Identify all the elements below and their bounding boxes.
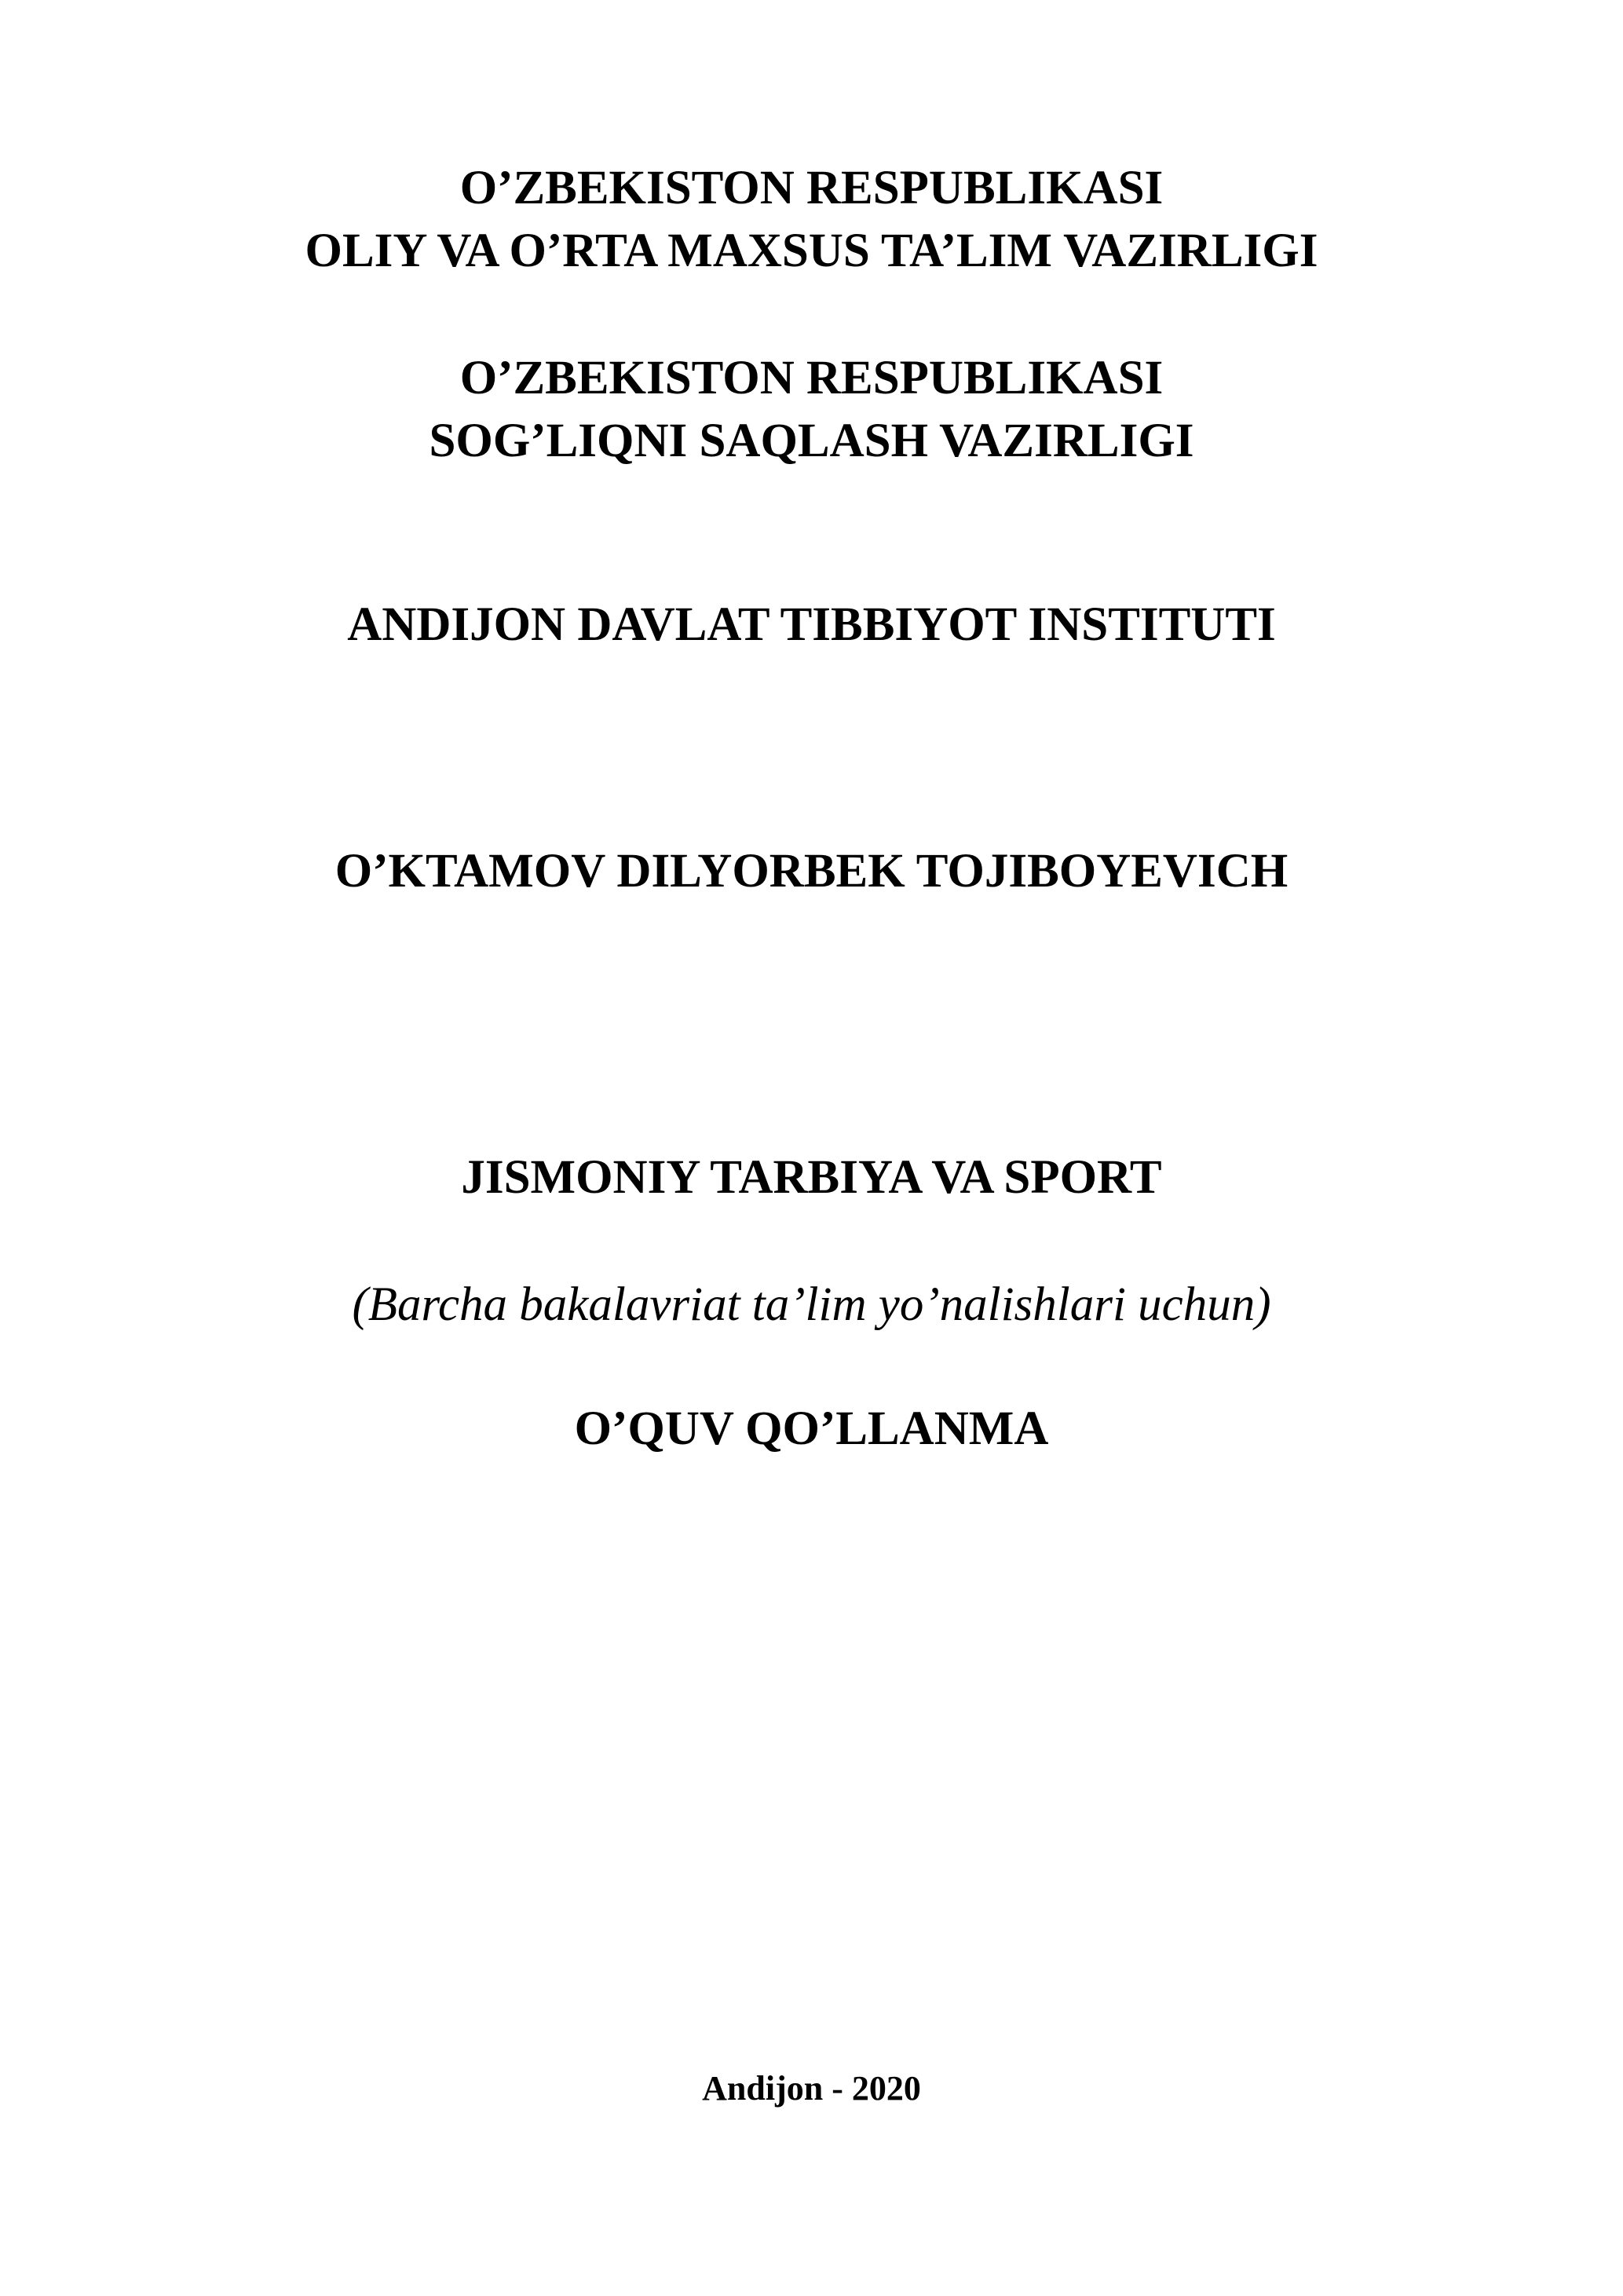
ministry-1-line-1: O’ZBEKISTON RESPUBLIKASI: [459, 162, 1164, 214]
author-name: O’KTAMOV DILYORBEK TOJIBOYEVICH: [334, 845, 1289, 898]
ministry-2-line-2: SOG’LIQNI SAQLASH VAZIRLIGI: [429, 415, 1194, 467]
ministry-1-line-2: OLIY VA O’RTA MAXSUS TA’LIM VAZIRLIGI: [305, 225, 1318, 277]
publication-type: O’QUV QO’LLANMA: [574, 1402, 1049, 1455]
ministry-2-line-1: O’ZBEKISTON RESPUBLIKASI: [459, 352, 1164, 404]
place-and-year: Andijon - 2020: [702, 2069, 921, 2108]
book-title: JISMONIY TARBIYA VA SPORT: [461, 1151, 1162, 1204]
institute-name: ANDIJON DAVLAT TIBBIYOT INSTITUTI: [347, 598, 1276, 651]
book-subtitle: (Barcha bakalavriat ta’lim yo’nalishlari uchun): [352, 1278, 1271, 1331]
